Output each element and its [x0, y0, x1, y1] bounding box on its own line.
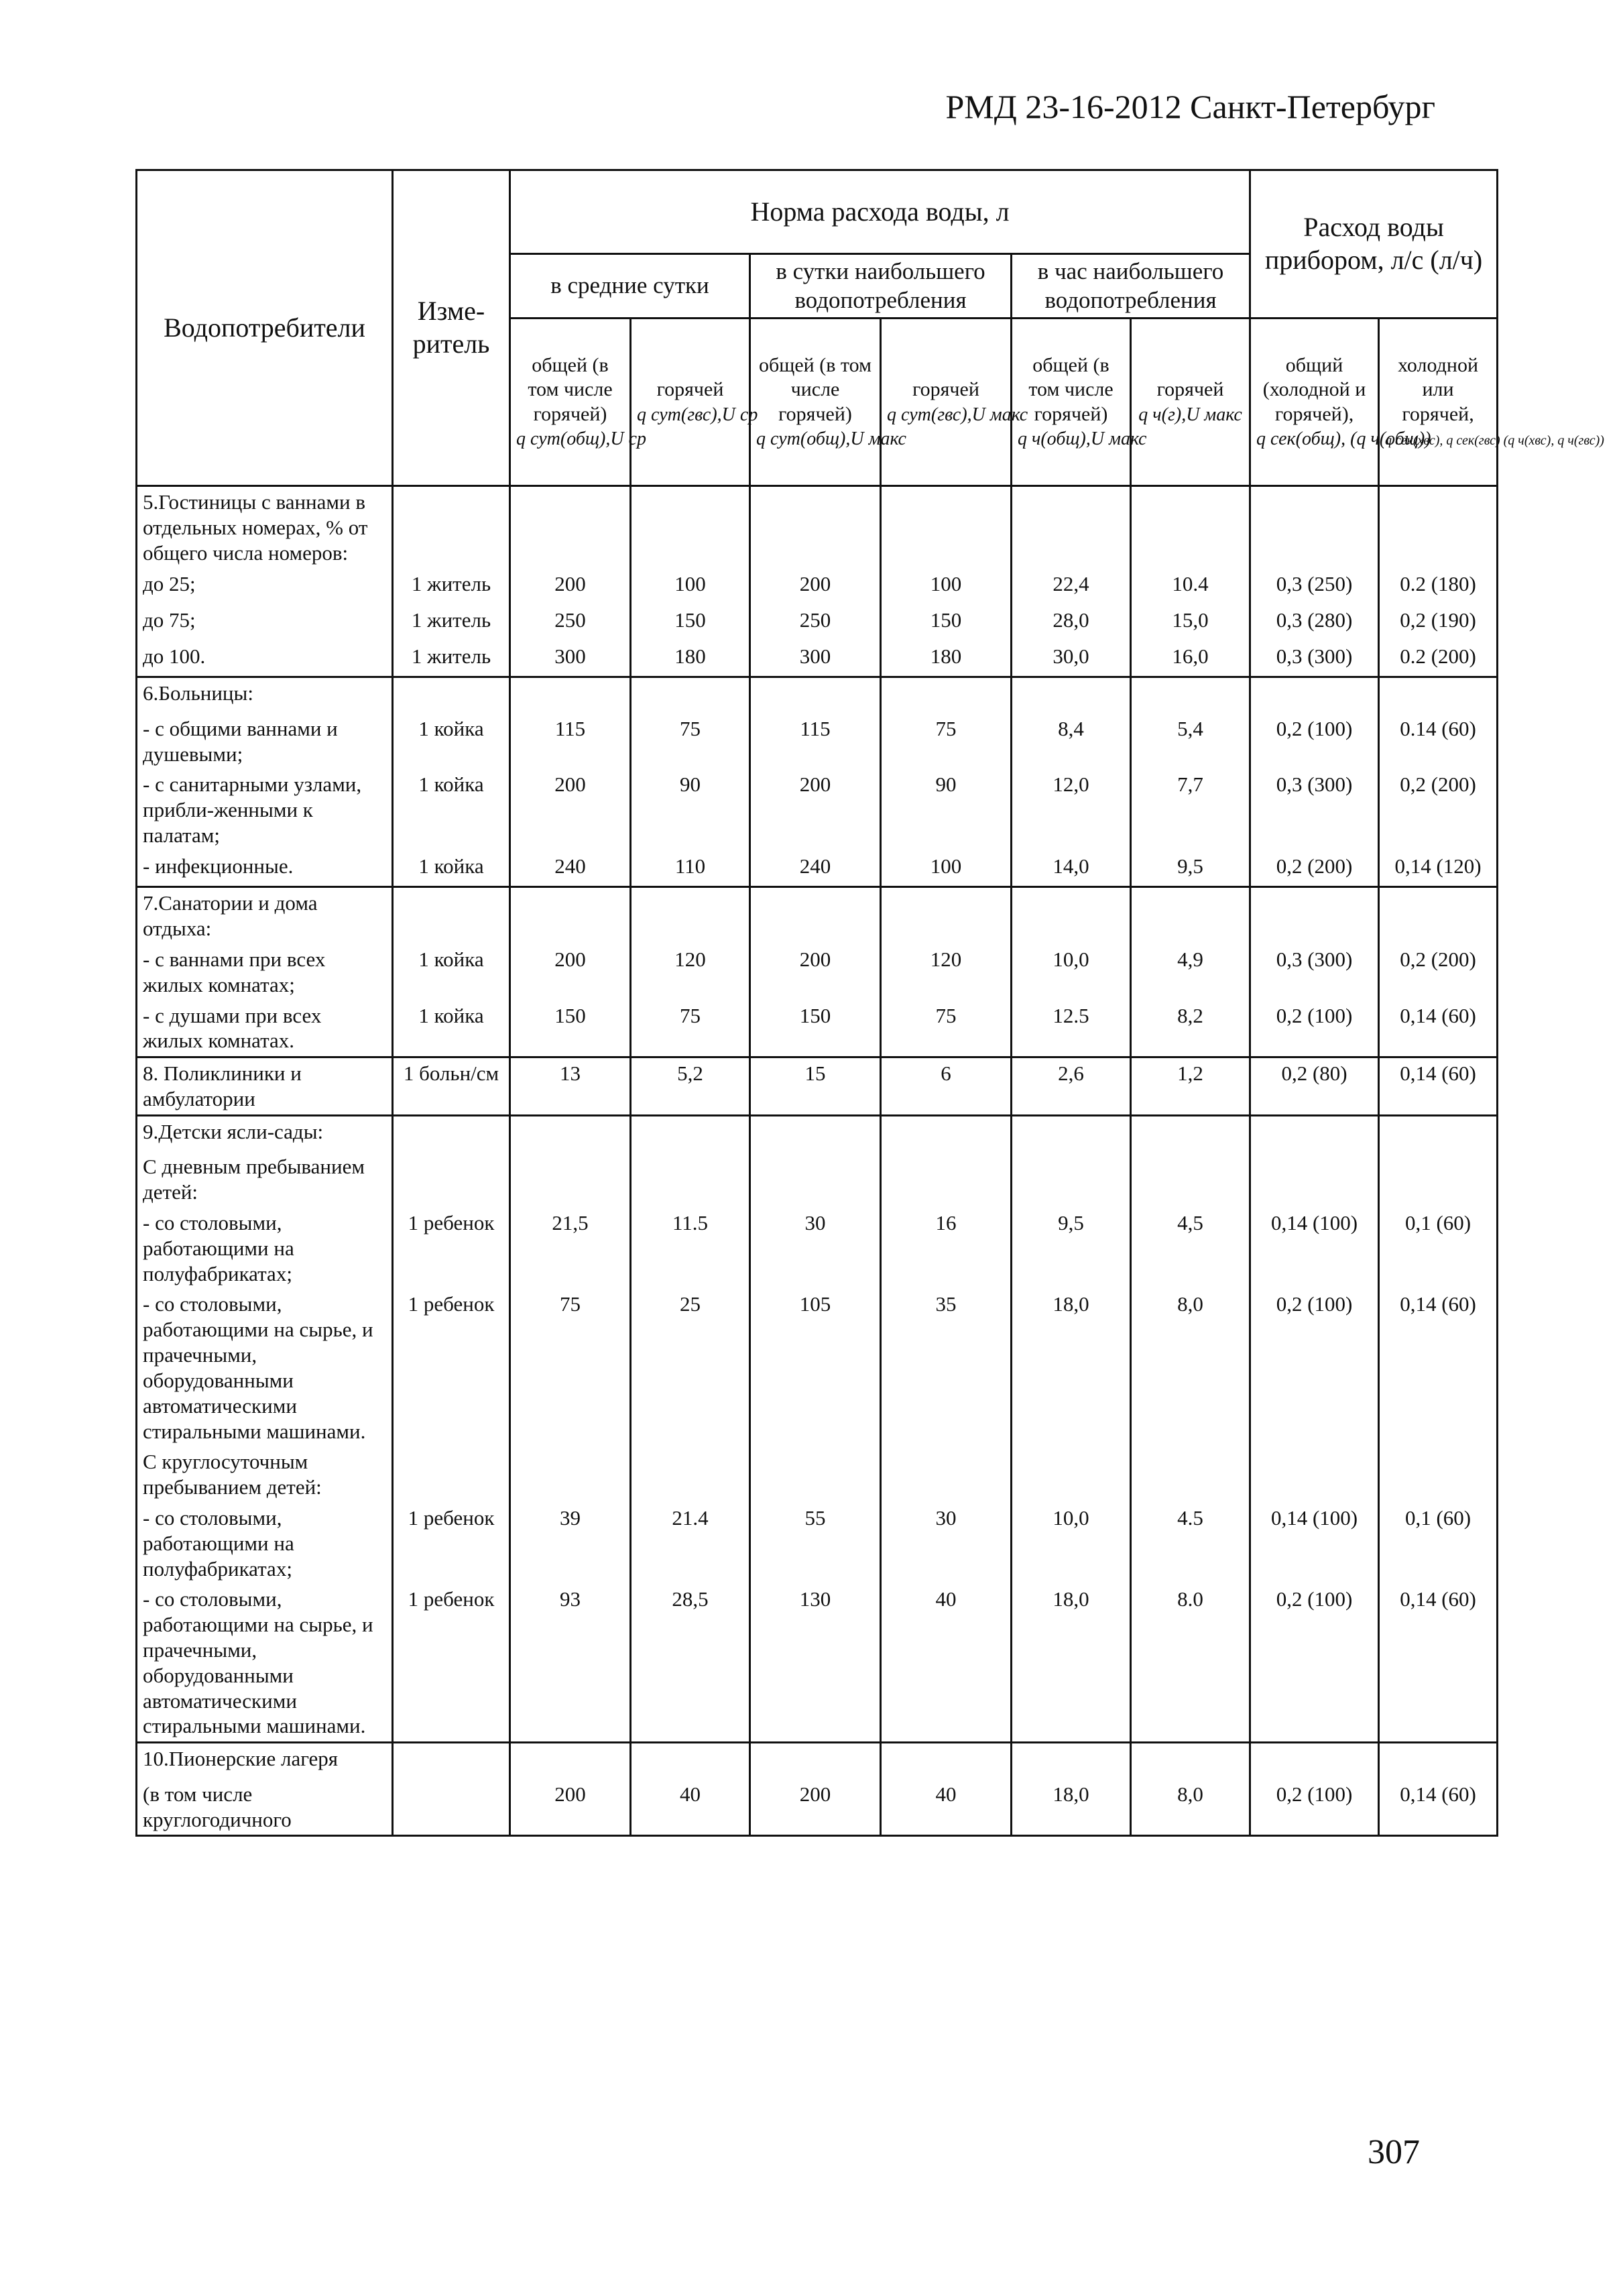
- symbol-hour-hot: q ч(г),U макс: [1138, 404, 1242, 425]
- document-header: РМД 23-16-2012 Санкт-Петербург: [945, 88, 1435, 125]
- value-cell: [631, 1446, 750, 1503]
- value-cell: [510, 1743, 631, 1779]
- sub-max-hot: горячей q сут(гвс),U макс: [881, 319, 1012, 486]
- value-cell: 21,5: [510, 1208, 631, 1289]
- value-cell: 12.5: [1012, 1000, 1131, 1057]
- value-cell: [510, 677, 631, 713]
- value-cell: 0,2 (190): [1379, 605, 1498, 641]
- value-cell: 40: [881, 1584, 1012, 1742]
- value-cell: 93: [510, 1584, 631, 1742]
- value-cell: 8.0: [1131, 1584, 1250, 1742]
- value-cell: [750, 486, 881, 569]
- value-cell: [1379, 677, 1498, 713]
- value-cell: 0,14 (60): [1379, 1779, 1498, 1836]
- value-cell: 200: [510, 569, 631, 605]
- value-cell: 150: [750, 1000, 881, 1057]
- sub-avg-hot: горячей q сут(гвс),U ср: [631, 319, 750, 486]
- value-cell: 8,0: [1131, 1779, 1250, 1836]
- value-cell: 0,14 (60): [1379, 1000, 1498, 1057]
- value-cell: 30,0: [1012, 641, 1131, 677]
- value-cell: 11.5: [631, 1208, 750, 1289]
- unit-cell: 1 койка: [393, 1000, 510, 1057]
- unit-cell: 1 ребенок: [393, 1584, 510, 1742]
- table-row: [137, 1779, 1498, 1836]
- value-cell: 5,4: [1131, 713, 1250, 770]
- norm-avg-day: в средние сутки: [510, 254, 750, 319]
- value-cell: 200: [510, 944, 631, 1000]
- group-title: 6.Больницы:: [137, 677, 393, 713]
- value-cell: 18,0: [1012, 1289, 1131, 1446]
- value-cell: 8,0: [1131, 1289, 1250, 1446]
- value-cell: 30: [881, 1503, 1012, 1584]
- value-cell: 0,14 (120): [1379, 851, 1498, 887]
- symbol-max-total: q сут(общ),U макс: [756, 428, 906, 450]
- value-cell: 22,4: [1012, 569, 1131, 605]
- value-cell: 40: [631, 1779, 750, 1836]
- value-cell: [1379, 486, 1498, 569]
- value-cell: 100: [881, 851, 1012, 887]
- consumer-name: - с общими ваннами и душевыми;: [137, 713, 393, 770]
- unit-cell: 1 койка: [393, 769, 510, 850]
- value-cell: 0,2 (200): [1250, 851, 1379, 887]
- sub-avg-total: общей (в том числе горячей) q сут(общ),U ср: [510, 319, 631, 486]
- value-cell: [750, 1115, 881, 1151]
- unit-cell: [393, 1115, 510, 1151]
- table-row: [137, 1584, 1498, 1742]
- value-cell: [1250, 677, 1379, 713]
- value-cell: 0,2 (100): [1250, 1584, 1379, 1742]
- value-cell: 39: [510, 1503, 631, 1584]
- value-cell: [631, 887, 750, 944]
- value-cell: [631, 1743, 750, 1779]
- value-cell: 150: [510, 1000, 631, 1057]
- value-cell: 7,7: [1131, 769, 1250, 850]
- value-cell: 2,6: [1012, 1057, 1131, 1116]
- value-cell: [510, 1115, 631, 1151]
- value-cell: [1379, 887, 1498, 944]
- value-cell: [1379, 1743, 1498, 1779]
- value-cell: [1250, 887, 1379, 944]
- value-cell: 0,3 (300): [1250, 641, 1379, 677]
- group-title-row: [137, 1743, 1498, 1779]
- consumer-name: - с душами при всех жилых комнатах.: [137, 1000, 393, 1057]
- unit-cell: 1 ребенок: [393, 1289, 510, 1446]
- page-number: 307: [1368, 2133, 1420, 2171]
- group-title: 7.Санатории и дома отдыха:: [137, 887, 393, 944]
- consumer-name: - инфекционные.: [137, 851, 393, 887]
- value-cell: 300: [510, 641, 631, 677]
- value-cell: [1012, 1743, 1131, 1779]
- table-row: [137, 1151, 1498, 1208]
- unit-cell: [393, 1151, 510, 1208]
- unit-cell: 1 житель: [393, 569, 510, 605]
- col-unit: Изме-ритель: [393, 170, 510, 486]
- value-cell: [881, 677, 1012, 713]
- value-cell: [750, 1151, 881, 1208]
- value-cell: 0,2 (200): [1379, 944, 1498, 1000]
- value-cell: [1012, 887, 1131, 944]
- unit-cell: [393, 677, 510, 713]
- table-row: [137, 569, 1498, 605]
- table-row: [137, 605, 1498, 641]
- symbol-avg-hot: q сут(гвс),U ср: [637, 404, 758, 425]
- value-cell: [1012, 486, 1131, 569]
- value-cell: 0,14 (60): [1379, 1584, 1498, 1742]
- value-cell: 200: [750, 569, 881, 605]
- group-title: 9.Детски ясли-сады:: [137, 1115, 393, 1151]
- value-cell: [1131, 677, 1250, 713]
- value-cell: 105: [750, 1289, 881, 1446]
- value-cell: 0,14 (100): [1250, 1208, 1379, 1289]
- value-cell: 0.14 (60): [1379, 713, 1498, 770]
- value-cell: 200: [750, 944, 881, 1000]
- group-title-row: [137, 887, 1498, 944]
- value-cell: 0,1 (60): [1379, 1503, 1498, 1584]
- unit-cell: 1 ребенок: [393, 1503, 510, 1584]
- value-cell: [1012, 677, 1131, 713]
- value-cell: 250: [510, 605, 631, 641]
- sub-hour-total: общей (в том числе горячей) q ч(общ),U макс: [1012, 319, 1131, 486]
- sub-max-total: общей (в том числе горячей) q сут(общ),U макс: [750, 319, 881, 486]
- value-cell: 16: [881, 1208, 1012, 1289]
- value-cell: 90: [881, 769, 1012, 850]
- value-cell: 75: [631, 1000, 750, 1057]
- value-cell: [750, 1446, 881, 1503]
- value-cell: 10,0: [1012, 944, 1131, 1000]
- value-cell: 0,3 (250): [1250, 569, 1379, 605]
- value-cell: 8,2: [1131, 1000, 1250, 1057]
- value-cell: [510, 887, 631, 944]
- value-cell: [1012, 1115, 1131, 1151]
- symbol-max-hot: q сут(гвс),U макс: [887, 404, 1028, 425]
- value-cell: [750, 1743, 881, 1779]
- unit-cell: [393, 887, 510, 944]
- group-title: 5.Гостиницы с ваннами в отдельных номерах, % от общего числа номеров:: [137, 486, 393, 569]
- consumer-name: до 25;: [137, 569, 393, 605]
- value-cell: 300: [750, 641, 881, 677]
- value-cell: 0,3 (300): [1250, 769, 1379, 850]
- consumer-name: - с ваннами при всех жилых комнатах;: [137, 944, 393, 1000]
- value-cell: 15: [750, 1057, 881, 1116]
- unit-cell: 1 койка: [393, 713, 510, 770]
- value-cell: [881, 887, 1012, 944]
- value-cell: 10,0: [1012, 1503, 1131, 1584]
- value-cell: 16,0: [1131, 641, 1250, 677]
- value-cell: 115: [750, 713, 881, 770]
- value-cell: 0.2 (180): [1379, 569, 1498, 605]
- value-cell: [631, 677, 750, 713]
- value-cell: [1131, 1115, 1250, 1151]
- water-consumption-table: [135, 169, 1604, 1837]
- value-cell: 9,5: [1012, 1208, 1131, 1289]
- value-cell: 12,0: [1012, 769, 1131, 850]
- flow-title: Расход воды прибором, л/с (л/ч): [1250, 170, 1498, 319]
- unit-cell: [393, 486, 510, 569]
- consumer-name: (в том числе круглогодичного: [137, 1779, 393, 1836]
- consumer-name: до 100.: [137, 641, 393, 677]
- value-cell: [750, 887, 881, 944]
- table-row: [137, 769, 1498, 850]
- value-cell: [1379, 1115, 1498, 1151]
- unit-cell: 1 житель: [393, 605, 510, 641]
- value-cell: [881, 1115, 1012, 1151]
- consumer-name: С круглосуточным пребыванием детей:: [137, 1446, 393, 1503]
- value-cell: 0,2 (100): [1250, 1779, 1379, 1836]
- norm-max-hour: в час наибольшего водопотребления: [1012, 254, 1250, 319]
- value-cell: [631, 1115, 750, 1151]
- consumer-name: - со столовыми, работающими на сырье, и прачечными, оборудованными автоматическими стиральными машинами.: [137, 1584, 393, 1742]
- value-cell: 10.4: [1131, 569, 1250, 605]
- value-cell: 35: [881, 1289, 1012, 1446]
- table-row: [137, 1446, 1498, 1503]
- value-cell: [750, 677, 881, 713]
- table-body: [137, 486, 1498, 1836]
- unit-cell: [393, 1779, 510, 1836]
- table-row: [137, 851, 1498, 887]
- value-cell: 5,2: [631, 1057, 750, 1116]
- value-cell: [1131, 887, 1250, 944]
- unit-cell: 1 ребенок: [393, 1208, 510, 1289]
- value-cell: 0,14 (60): [1379, 1289, 1498, 1446]
- value-cell: 14,0: [1012, 851, 1131, 887]
- table-row: [137, 1503, 1498, 1584]
- unit-cell: 1 житель: [393, 641, 510, 677]
- value-cell: [881, 486, 1012, 569]
- value-cell: 0,2 (80): [1250, 1057, 1379, 1116]
- value-cell: 0,14 (60): [1379, 1057, 1498, 1116]
- symbol-avg-total: q сут(общ),U ср: [516, 428, 647, 450]
- value-cell: 13: [510, 1057, 631, 1116]
- value-cell: [1012, 1151, 1131, 1208]
- group-title: 10.Пионерские лагеря: [137, 1743, 393, 1779]
- consumer-name: - со столовыми, работающими на полуфабрикатах;: [137, 1503, 393, 1584]
- value-cell: 1,2: [1131, 1057, 1250, 1116]
- table-row: [137, 1289, 1498, 1446]
- table-row: [137, 713, 1498, 770]
- group-title-row: [137, 486, 1498, 569]
- norm-max-day: в сутки наибольшего водопотребления: [750, 254, 1012, 319]
- value-cell: 28,5: [631, 1584, 750, 1742]
- value-cell: 150: [881, 605, 1012, 641]
- norm-title: Норма расхода воды, л: [510, 170, 1250, 254]
- value-cell: 0,2 (100): [1250, 1289, 1379, 1446]
- value-cell: 75: [881, 1000, 1012, 1057]
- consumer-name: - с санитарными узлами, прибли-женными к палатам;: [137, 769, 393, 850]
- value-cell: 75: [510, 1289, 631, 1446]
- value-cell: 0.2 (200): [1379, 641, 1498, 677]
- sub-flow-total: общий (холодной и горячей), q сек(общ), (q ч(общ)): [1250, 319, 1379, 486]
- value-cell: [1131, 1151, 1250, 1208]
- value-cell: [510, 486, 631, 569]
- value-cell: 75: [881, 713, 1012, 770]
- value-cell: 180: [631, 641, 750, 677]
- value-cell: 100: [631, 569, 750, 605]
- table-row: [137, 1000, 1498, 1057]
- value-cell: [881, 1446, 1012, 1503]
- value-cell: [1250, 1446, 1379, 1503]
- value-cell: 6: [881, 1057, 1012, 1116]
- value-cell: 0,3 (280): [1250, 605, 1379, 641]
- table-row: [137, 641, 1498, 677]
- value-cell: 180: [881, 641, 1012, 677]
- value-cell: 4.5: [1131, 1503, 1250, 1584]
- value-cell: 18,0: [1012, 1584, 1131, 1742]
- sub-hour-hot: горячей q ч(г),U макс: [1131, 319, 1250, 486]
- value-cell: 21.4: [631, 1503, 750, 1584]
- symbol-flow-total: q сек(общ), (q ч(общ)): [1256, 428, 1431, 450]
- value-cell: 0,2 (100): [1250, 713, 1379, 770]
- table-row: [137, 1208, 1498, 1289]
- value-cell: [1131, 1446, 1250, 1503]
- sub-flow-cold: холодной или горячей, q сек(хвс), q сек(гвс) (q ч(хвс), q ч(гвс)): [1379, 319, 1498, 486]
- consumer-name: 8. Поликлиники и амбулатории: [137, 1057, 393, 1116]
- value-cell: [1250, 486, 1379, 569]
- value-cell: 0,14 (100): [1250, 1503, 1379, 1584]
- value-cell: 200: [510, 769, 631, 850]
- value-cell: 75: [631, 713, 750, 770]
- value-cell: 200: [510, 1779, 631, 1836]
- value-cell: 120: [881, 944, 1012, 1000]
- value-cell: 90: [631, 769, 750, 850]
- value-cell: [510, 1446, 631, 1503]
- value-cell: 200: [750, 769, 881, 850]
- value-cell: 15,0: [1131, 605, 1250, 641]
- value-cell: 0,1 (60): [1379, 1208, 1498, 1289]
- value-cell: 0,2 (200): [1379, 769, 1498, 850]
- value-cell: 0,3 (300): [1250, 944, 1379, 1000]
- value-cell: 110: [631, 851, 750, 887]
- value-cell: [1379, 1446, 1498, 1503]
- value-cell: 4,9: [1131, 944, 1250, 1000]
- consumer-name: С дневным пребыванием детей:: [137, 1151, 393, 1208]
- consumer-name: до 75;: [137, 605, 393, 641]
- value-cell: [1379, 1151, 1498, 1208]
- unit-cell: 1 койка: [393, 944, 510, 1000]
- value-cell: 40: [881, 1779, 1012, 1836]
- value-cell: [1250, 1151, 1379, 1208]
- unit-cell: [393, 1743, 510, 1779]
- value-cell: 18,0: [1012, 1779, 1131, 1836]
- value-cell: 120: [631, 944, 750, 1000]
- value-cell: 240: [510, 851, 631, 887]
- value-cell: [881, 1743, 1012, 1779]
- value-cell: [1250, 1743, 1379, 1779]
- value-cell: [631, 1151, 750, 1208]
- table-row: [137, 1057, 1498, 1116]
- value-cell: [1250, 1115, 1379, 1151]
- group-title-row: [137, 677, 1498, 713]
- value-cell: 130: [750, 1584, 881, 1742]
- unit-cell: 1 койка: [393, 851, 510, 887]
- value-cell: 200: [750, 1779, 881, 1836]
- unit-cell: [393, 1446, 510, 1503]
- value-cell: 250: [750, 605, 881, 641]
- symbol-flow-cold: q сек(хвс), q сек(гвс) (q ч(хвс), q ч(гвс)): [1385, 433, 1604, 449]
- value-cell: 9,5: [1131, 851, 1250, 887]
- consumer-name: - со столовыми, работающими на сырье, и прачечными, оборудованными автоматическими стиральными машинами.: [137, 1289, 393, 1446]
- value-cell: 25: [631, 1289, 750, 1446]
- value-cell: 0,2 (100): [1250, 1000, 1379, 1057]
- value-cell: [1131, 486, 1250, 569]
- value-cell: 28,0: [1012, 605, 1131, 641]
- col-consumers: Водопотребители: [137, 170, 393, 486]
- value-cell: 240: [750, 851, 881, 887]
- symbol-hour-total: q ч(общ),U макс: [1018, 428, 1147, 450]
- value-cell: [1131, 1743, 1250, 1779]
- value-cell: 115: [510, 713, 631, 770]
- value-cell: [881, 1151, 1012, 1208]
- consumer-name: - со столовыми, работающими на полуфабрикатах;: [137, 1208, 393, 1289]
- group-title-row: [137, 1115, 1498, 1151]
- value-cell: [1012, 1446, 1131, 1503]
- unit-cell: 1 больн/см: [393, 1057, 510, 1116]
- table-row: [137, 944, 1498, 1000]
- value-cell: 30: [750, 1208, 881, 1289]
- value-cell: 150: [631, 605, 750, 641]
- value-cell: 55: [750, 1503, 881, 1584]
- value-cell: 100: [881, 569, 1012, 605]
- value-cell: 4,5: [1131, 1208, 1250, 1289]
- value-cell: [631, 486, 750, 569]
- value-cell: 8,4: [1012, 713, 1131, 770]
- value-cell: [510, 1151, 631, 1208]
